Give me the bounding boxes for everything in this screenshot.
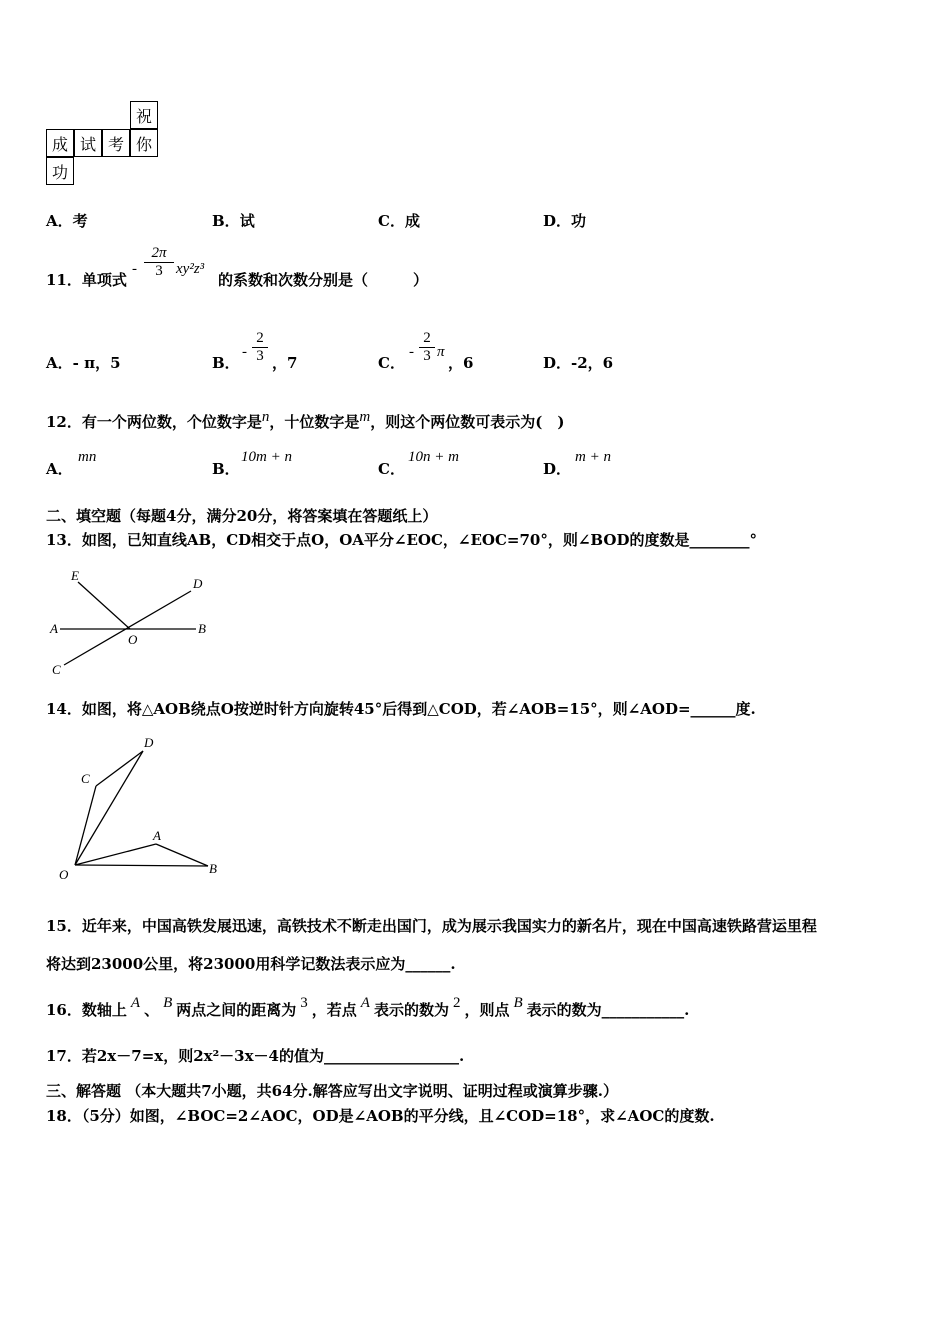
segment-ab [156,844,208,866]
grid-cell: 成 [46,129,74,157]
q11-option-b-label: B． [212,354,240,372]
label-o: O [128,632,138,647]
q11-option-c-minus: - [409,344,414,360]
q10-option-d: D．功 [543,212,587,230]
q17-text: 17．若2x－7=x，则2x²－3x－4的值为__________________. [46,1047,465,1065]
q13-text: 13．如图，已知直线AB，CD相交于点O，OA平分∠EOC，∠EOC=70°，则∠BOD的度数是________° [46,531,757,549]
q10-option-b: B．试 [212,212,255,230]
label-b: B [209,861,217,876]
grid-cell: 你 [130,129,158,157]
q15-line-1: 15．近年来，中国高铁发展迅速，高铁技术不断走出国门，成为展示我国实力的新名片，现在中国高速铁路营运里程 [46,917,817,935]
grid-cell: 试 [74,129,102,157]
q12-option-d-label: D． [543,460,572,478]
q11-minus: - [132,261,137,277]
q14-text: 14．如图，将△AOB绕点O按逆时针方向旋转45°后得到△COD，若∠AOB=15°，则∠AOD=______度. [46,700,756,718]
q14-figure [46,730,236,890]
q11-variables: xy²z³ [176,261,205,277]
segment-oa [75,844,156,865]
grid-cell: 祝 [130,101,158,129]
label-d: D [193,576,203,591]
label-o: O [59,867,69,882]
q11-option-b-fraction: $\frac{2}{3}$ [252,330,268,365]
q10-option-a: A．考 [46,212,88,230]
character-grid [46,101,161,189]
segment-od [75,751,143,865]
q16-text: 16．数轴上 A 、 B 两点之间的距离为 3 ，若点 A 表示的数为 2 ，则点 B 表示的数为___________. [46,995,690,1019]
q11-option-d: D．-2，6 [543,354,614,372]
q11-option-b-tail: ，7 [272,354,298,372]
section-2-heading: 二、填空题（每题4分，满分20分，将答案填在答题纸上） [46,507,438,525]
label-e: E [71,568,79,583]
var-n: n [261,409,270,425]
label-b: B [198,621,206,636]
ray-oe [78,582,130,629]
label-c: C [52,662,61,677]
q11-option-c-pi: π [437,344,445,360]
q12-option-b-expr: 10m + n [241,449,292,465]
q18-text: 18．（5分）如图，∠BOC=2∠AOC，OD是∠AOB的平分线，且∠COD=18°，求∠AOC的度数. [46,1107,715,1125]
q12-option-d-expr: m + n [575,449,611,465]
segment-cd [96,751,143,786]
segment-ob [75,865,208,866]
label-a: A [153,828,161,843]
grid-cell: 功 [46,157,74,185]
q13-figure [46,565,221,680]
label-c: C [81,771,90,786]
q11-coefficient-fraction: $\frac{2\pi}{3}$ [144,245,174,280]
var-m: m [359,409,371,425]
q11-option-c-fraction: $\frac{2}{3}$ [419,330,435,365]
q12-option-c-expr: 10n + m [408,449,459,465]
label-a: A [50,621,58,636]
q10-option-c: C．成 [378,212,420,230]
segment-oc [75,786,96,865]
grid-cell: 考 [102,129,130,157]
q12-stem: 12．有一个两位数，个位数字是n，十位数字是m，则这个两位数可表示为( ) [46,409,565,431]
section-3-heading: 三、解答题 （本大题共7小题，共64分.解答应写出文字说明、证明过程或演算步骤.） [46,1082,618,1100]
q15-line-2: 将达到23000公里，将23000用科学记数法表示应为______. [46,955,456,973]
q11-stem: 11．单项式 [46,271,127,289]
label-d: D [144,735,154,750]
q12-option-a-label: A． [46,460,73,478]
q11-option-a: A．- π，5 [46,354,121,372]
q11-option-c-tail: ，6 [448,354,474,372]
q12-option-b-label: B． [212,460,240,478]
line-cd [64,591,191,665]
q12-option-c-label: C． [378,460,405,478]
q12-option-a-expr: mn [78,449,97,465]
q11-option-b-minus: - [242,344,247,360]
q11-suffix: 的系数和次数分别是（ ） [218,271,429,289]
q11-option-c-label: C． [378,354,405,372]
